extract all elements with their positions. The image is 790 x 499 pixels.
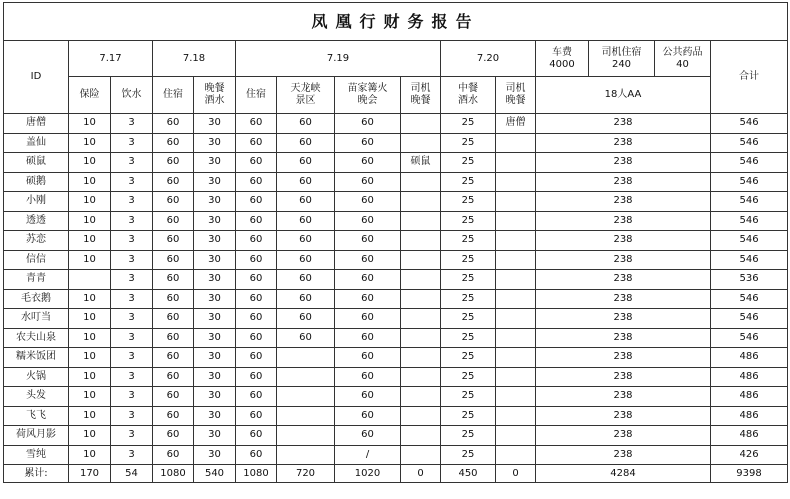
aa-share-cell: 238 <box>536 367 711 387</box>
expense-cell <box>277 348 335 368</box>
row-total-cell: 486 <box>711 367 788 387</box>
expense-cell <box>401 445 441 465</box>
expense-cell: 60 <box>236 406 277 426</box>
row-total-cell: 546 <box>711 231 788 251</box>
member-name: 盖仙 <box>4 133 69 153</box>
expense-cell: 25 <box>441 289 496 309</box>
table-row <box>4 192 788 212</box>
aa-share-cell: 238 <box>536 192 711 212</box>
expense-cell: 60 <box>153 114 194 134</box>
expense-cell: 3 <box>111 211 153 231</box>
expense-cell: 25 <box>441 426 496 446</box>
expense-cell: 25 <box>441 231 496 251</box>
expense-cell <box>277 445 335 465</box>
aa-share-cell: 238 <box>536 270 711 290</box>
table-row <box>4 270 788 290</box>
expense-cell: 30 <box>194 445 236 465</box>
expense-cell: / <box>335 445 401 465</box>
expense-cell: 3 <box>111 406 153 426</box>
id-header: ID <box>4 41 69 114</box>
expense-cell: 60 <box>153 133 194 153</box>
expense-cell <box>401 348 441 368</box>
expense-cell: 10 <box>69 211 111 231</box>
bonfire-party-header: 苗家篝火 晚会 <box>335 77 401 114</box>
expense-cell: 30 <box>194 114 236 134</box>
summary-cell: 540 <box>194 465 236 483</box>
expense-cell: 60 <box>236 211 277 231</box>
expense-cell: 60 <box>236 192 277 212</box>
table-row <box>4 172 788 192</box>
expense-cell: 30 <box>194 289 236 309</box>
row-total-cell: 546 <box>711 250 788 270</box>
expense-cell: 60 <box>153 250 194 270</box>
table-row <box>4 211 788 231</box>
expense-cell: 3 <box>111 426 153 446</box>
expense-cell: 60 <box>277 114 335 134</box>
aa-share-cell: 238 <box>536 406 711 426</box>
table-row <box>4 250 788 270</box>
expense-cell: 30 <box>194 250 236 270</box>
expense-cell: 60 <box>335 289 401 309</box>
expense-cell: 60 <box>153 445 194 465</box>
expense-cell: 10 <box>69 250 111 270</box>
expense-cell: 60 <box>236 387 277 407</box>
expense-cell: 60 <box>277 231 335 251</box>
expense-cell: 60 <box>335 367 401 387</box>
summary-cell: 0 <box>401 465 441 483</box>
aa-share-cell: 238 <box>536 250 711 270</box>
expense-cell: 25 <box>441 387 496 407</box>
expense-cell: 30 <box>194 387 236 407</box>
expense-cell: 30 <box>194 426 236 446</box>
expense-cell <box>401 328 441 348</box>
expense-cell: 60 <box>236 348 277 368</box>
row-total-cell: 426 <box>711 445 788 465</box>
date-header-720: 7.20 <box>441 41 536 77</box>
aa-share-cell: 238 <box>536 133 711 153</box>
data-rows <box>4 114 788 465</box>
row-total-cell: 546 <box>711 289 788 309</box>
expense-cell <box>496 192 536 212</box>
financial-report-table <box>3 2 788 483</box>
expense-cell: 60 <box>153 406 194 426</box>
expense-cell: 60 <box>335 192 401 212</box>
expense-cell: 60 <box>277 289 335 309</box>
expense-cell: 30 <box>194 133 236 153</box>
expense-cell: 25 <box>441 211 496 231</box>
summary-cell: 170 <box>69 465 111 483</box>
expense-cell: 3 <box>111 270 153 290</box>
total-header: 合计 <box>711 41 788 114</box>
expense-cell: 60 <box>153 289 194 309</box>
expense-cell: 25 <box>441 348 496 368</box>
expense-cell: 60 <box>236 250 277 270</box>
driver-dinner-719-header: 司机 晚餐 <box>401 77 441 114</box>
expense-cell: 60 <box>236 328 277 348</box>
row-total-cell: 486 <box>711 426 788 446</box>
expense-cell <box>401 211 441 231</box>
summary-row <box>4 465 788 483</box>
expense-cell: 60 <box>335 133 401 153</box>
row-total-cell: 536 <box>711 270 788 290</box>
expense-cell <box>401 289 441 309</box>
expense-cell: 60 <box>335 231 401 251</box>
expense-cell <box>496 153 536 173</box>
summary-aa: 4284 <box>536 465 711 483</box>
expense-cell: 3 <box>111 309 153 329</box>
expense-cell <box>401 270 441 290</box>
expense-cell: 25 <box>441 309 496 329</box>
expense-cell: 10 <box>69 192 111 212</box>
expense-cell: 60 <box>153 211 194 231</box>
expense-cell: 3 <box>111 231 153 251</box>
row-total-cell: 546 <box>711 328 788 348</box>
expense-cell: 60 <box>153 231 194 251</box>
expense-cell: 25 <box>441 172 496 192</box>
aa-share-cell: 238 <box>536 426 711 446</box>
expense-cell: 25 <box>441 406 496 426</box>
expense-cell: 60 <box>335 172 401 192</box>
expense-cell: 60 <box>153 328 194 348</box>
row-total-cell: 546 <box>711 153 788 173</box>
expense-cell: 60 <box>236 445 277 465</box>
expense-cell <box>277 406 335 426</box>
expense-cell: 硕鼠 <box>401 153 441 173</box>
expense-cell: 10 <box>69 289 111 309</box>
expense-cell: 10 <box>69 387 111 407</box>
table-row <box>4 309 788 329</box>
expense-cell <box>401 426 441 446</box>
expense-cell: 3 <box>111 114 153 134</box>
date-header-719: 7.19 <box>236 41 441 77</box>
expense-cell: 60 <box>335 406 401 426</box>
member-name: 雪纯 <box>4 445 69 465</box>
car-fee-header: 车费 4000 <box>536 41 589 77</box>
expense-cell <box>401 231 441 251</box>
expense-cell: 60 <box>277 133 335 153</box>
expense-cell: 3 <box>111 192 153 212</box>
expense-cell: 30 <box>194 328 236 348</box>
expense-cell <box>277 367 335 387</box>
table-row <box>4 426 788 446</box>
row-total-cell: 486 <box>711 406 788 426</box>
aa-share-cell: 238 <box>536 289 711 309</box>
row-total-cell: 486 <box>711 387 788 407</box>
expense-cell: 30 <box>194 192 236 212</box>
member-name: 水叮当 <box>4 309 69 329</box>
expense-cell <box>401 172 441 192</box>
expense-cell: 60 <box>153 309 194 329</box>
expense-cell: 60 <box>153 426 194 446</box>
expense-cell: 25 <box>441 367 496 387</box>
expense-cell: 60 <box>236 231 277 251</box>
expense-cell <box>401 192 441 212</box>
expense-cell: 3 <box>111 250 153 270</box>
member-name: 硕鹅 <box>4 172 69 192</box>
expense-cell: 60 <box>153 387 194 407</box>
aa-share-cell: 238 <box>536 153 711 173</box>
expense-cell: 10 <box>69 231 111 251</box>
summary-cell: 1080 <box>153 465 194 483</box>
expense-cell: 60 <box>153 172 194 192</box>
expense-cell <box>401 133 441 153</box>
table-row <box>4 231 788 251</box>
table-row <box>4 406 788 426</box>
expense-cell <box>401 309 441 329</box>
expense-cell <box>277 387 335 407</box>
expense-cell: 25 <box>441 133 496 153</box>
member-name: 毛衣鹅 <box>4 289 69 309</box>
expense-cell: 30 <box>194 172 236 192</box>
expense-cell: 30 <box>194 153 236 173</box>
expense-cell <box>277 426 335 446</box>
financial-report-sheet <box>3 2 787 496</box>
expense-cell <box>496 289 536 309</box>
row-total-cell: 546 <box>711 172 788 192</box>
aa-share-cell: 238 <box>536 172 711 192</box>
expense-cell <box>496 426 536 446</box>
expense-cell <box>496 387 536 407</box>
expense-cell <box>496 348 536 368</box>
expense-cell: 30 <box>194 211 236 231</box>
table-row <box>4 328 788 348</box>
expense-cell: 60 <box>277 250 335 270</box>
summary-cell: 450 <box>441 465 496 483</box>
expense-cell: 3 <box>111 328 153 348</box>
expense-cell <box>496 231 536 251</box>
expense-cell: 30 <box>194 348 236 368</box>
lodging-719-header: 住宿 <box>236 77 277 114</box>
expense-cell: 10 <box>69 328 111 348</box>
member-name: 透透 <box>4 211 69 231</box>
expense-cell: 60 <box>277 192 335 212</box>
expense-cell <box>69 270 111 290</box>
member-name: 飞飞 <box>4 406 69 426</box>
expense-cell: 60 <box>153 348 194 368</box>
table-row <box>4 133 788 153</box>
expense-cell: 60 <box>153 270 194 290</box>
expense-cell <box>401 250 441 270</box>
aa-share-cell: 238 <box>536 309 711 329</box>
expense-cell: 3 <box>111 348 153 368</box>
expense-cell: 60 <box>277 328 335 348</box>
expense-cell: 3 <box>111 172 153 192</box>
expense-cell <box>496 250 536 270</box>
dinner-drinks-718-header: 晚餐 酒水 <box>194 77 236 114</box>
expense-cell: 60 <box>335 211 401 231</box>
expense-cell: 60 <box>153 192 194 212</box>
tianlong-scenic-header: 天龙峡 景区 <box>277 77 335 114</box>
expense-cell: 60 <box>335 250 401 270</box>
table-row <box>4 445 788 465</box>
expense-cell: 10 <box>69 153 111 173</box>
expense-cell: 10 <box>69 348 111 368</box>
expense-cell <box>496 211 536 231</box>
expense-cell: 10 <box>69 309 111 329</box>
summary-cell: 1020 <box>335 465 401 483</box>
expense-cell <box>496 406 536 426</box>
aa-share-cell: 238 <box>536 231 711 251</box>
member-name: 荷风月影 <box>4 426 69 446</box>
expense-cell <box>496 133 536 153</box>
table-row <box>4 153 788 173</box>
expense-cell: 60 <box>236 426 277 446</box>
expense-cell: 3 <box>111 153 153 173</box>
report-title: 凤凰行财务报告 <box>4 3 788 41</box>
expense-cell <box>496 445 536 465</box>
expense-cell: 25 <box>441 270 496 290</box>
expense-cell: 60 <box>153 367 194 387</box>
expense-cell: 60 <box>236 172 277 192</box>
date-header-718: 7.18 <box>153 41 236 77</box>
expense-cell <box>496 172 536 192</box>
member-name: 糯米饭团 <box>4 348 69 368</box>
member-name: 青青 <box>4 270 69 290</box>
expense-cell <box>401 387 441 407</box>
expense-cell: 60 <box>277 172 335 192</box>
driver-dinner-720-header: 司机 晚餐 <box>496 77 536 114</box>
expense-cell: 10 <box>69 426 111 446</box>
member-name: 头发 <box>4 387 69 407</box>
expense-cell <box>496 328 536 348</box>
expense-cell: 25 <box>441 192 496 212</box>
summary-cell: 0 <box>496 465 536 483</box>
expense-cell: 60 <box>236 114 277 134</box>
aa-share-cell: 238 <box>536 328 711 348</box>
aa-share-cell: 238 <box>536 445 711 465</box>
lunch-drinks-720-header: 中餐 酒水 <box>441 77 496 114</box>
member-name: 农夫山泉 <box>4 328 69 348</box>
expense-cell: 60 <box>153 153 194 173</box>
public-medicine-header: 公共药品 40 <box>655 41 711 77</box>
expense-cell <box>401 406 441 426</box>
expense-cell: 60 <box>277 153 335 173</box>
aa-share-cell: 238 <box>536 114 711 134</box>
member-name: 硕鼠 <box>4 153 69 173</box>
expense-cell: 3 <box>111 289 153 309</box>
expense-cell: 60 <box>335 426 401 446</box>
expense-cell <box>496 270 536 290</box>
expense-cell: 10 <box>69 445 111 465</box>
expense-cell: 30 <box>194 406 236 426</box>
expense-cell: 30 <box>194 270 236 290</box>
expense-cell: 60 <box>236 309 277 329</box>
summary-label: 累计: <box>4 465 69 483</box>
date-header-717: 7.17 <box>69 41 153 77</box>
expense-cell: 60 <box>277 211 335 231</box>
expense-cell: 30 <box>194 309 236 329</box>
expense-cell: 60 <box>236 289 277 309</box>
summary-cell: 720 <box>277 465 335 483</box>
expense-cell: 60 <box>335 387 401 407</box>
expense-cell: 10 <box>69 406 111 426</box>
summary-total: 9398 <box>711 465 788 483</box>
expense-cell: 25 <box>441 114 496 134</box>
expense-cell: 10 <box>69 172 111 192</box>
expense-cell: 60 <box>335 328 401 348</box>
row-total-cell: 546 <box>711 211 788 231</box>
expense-cell: 60 <box>236 367 277 387</box>
expense-cell <box>401 367 441 387</box>
expense-cell: 10 <box>69 133 111 153</box>
expense-cell: 25 <box>441 328 496 348</box>
table-row <box>4 289 788 309</box>
member-name: 苏恋 <box>4 231 69 251</box>
lodging-718-header: 住宿 <box>153 77 194 114</box>
expense-cell: 60 <box>236 153 277 173</box>
table-row <box>4 367 788 387</box>
expense-cell: 3 <box>111 445 153 465</box>
aa-split-header: 18人AA <box>536 77 711 114</box>
expense-cell: 3 <box>111 387 153 407</box>
expense-cell: 60 <box>236 270 277 290</box>
row-total-cell: 546 <box>711 192 788 212</box>
member-name: 小刚 <box>4 192 69 212</box>
expense-cell: 60 <box>277 270 335 290</box>
expense-cell: 60 <box>335 270 401 290</box>
expense-cell: 25 <box>441 445 496 465</box>
expense-cell: 60 <box>335 153 401 173</box>
aa-share-cell: 238 <box>536 387 711 407</box>
row-total-cell: 546 <box>711 309 788 329</box>
expense-cell: 60 <box>335 309 401 329</box>
water-header: 饮水 <box>111 77 153 114</box>
summary-cell: 1080 <box>236 465 277 483</box>
expense-cell: 60 <box>335 114 401 134</box>
table-row <box>4 348 788 368</box>
row-total-cell: 546 <box>711 114 788 134</box>
insurance-header: 保险 <box>69 77 111 114</box>
expense-cell: 25 <box>441 250 496 270</box>
row-total-cell: 486 <box>711 348 788 368</box>
summary-cell: 54 <box>111 465 153 483</box>
expense-cell <box>496 309 536 329</box>
driver-lodging-header: 司机住宿 240 <box>589 41 655 77</box>
member-name: 信信 <box>4 250 69 270</box>
expense-cell: 3 <box>111 367 153 387</box>
expense-cell: 10 <box>69 114 111 134</box>
expense-cell: 30 <box>194 231 236 251</box>
expense-cell: 60 <box>335 348 401 368</box>
aa-share-cell: 238 <box>536 348 711 368</box>
expense-cell: 25 <box>441 153 496 173</box>
expense-cell <box>401 114 441 134</box>
expense-cell: 唐僧 <box>496 114 536 134</box>
table-row <box>4 114 788 134</box>
expense-cell: 3 <box>111 133 153 153</box>
expense-cell: 60 <box>277 309 335 329</box>
expense-cell: 60 <box>236 133 277 153</box>
expense-cell <box>496 367 536 387</box>
member-name: 火锅 <box>4 367 69 387</box>
expense-cell: 10 <box>69 367 111 387</box>
table-row <box>4 387 788 407</box>
member-name: 唐僧 <box>4 114 69 134</box>
expense-cell: 30 <box>194 367 236 387</box>
aa-share-cell: 238 <box>536 211 711 231</box>
row-total-cell: 546 <box>711 133 788 153</box>
